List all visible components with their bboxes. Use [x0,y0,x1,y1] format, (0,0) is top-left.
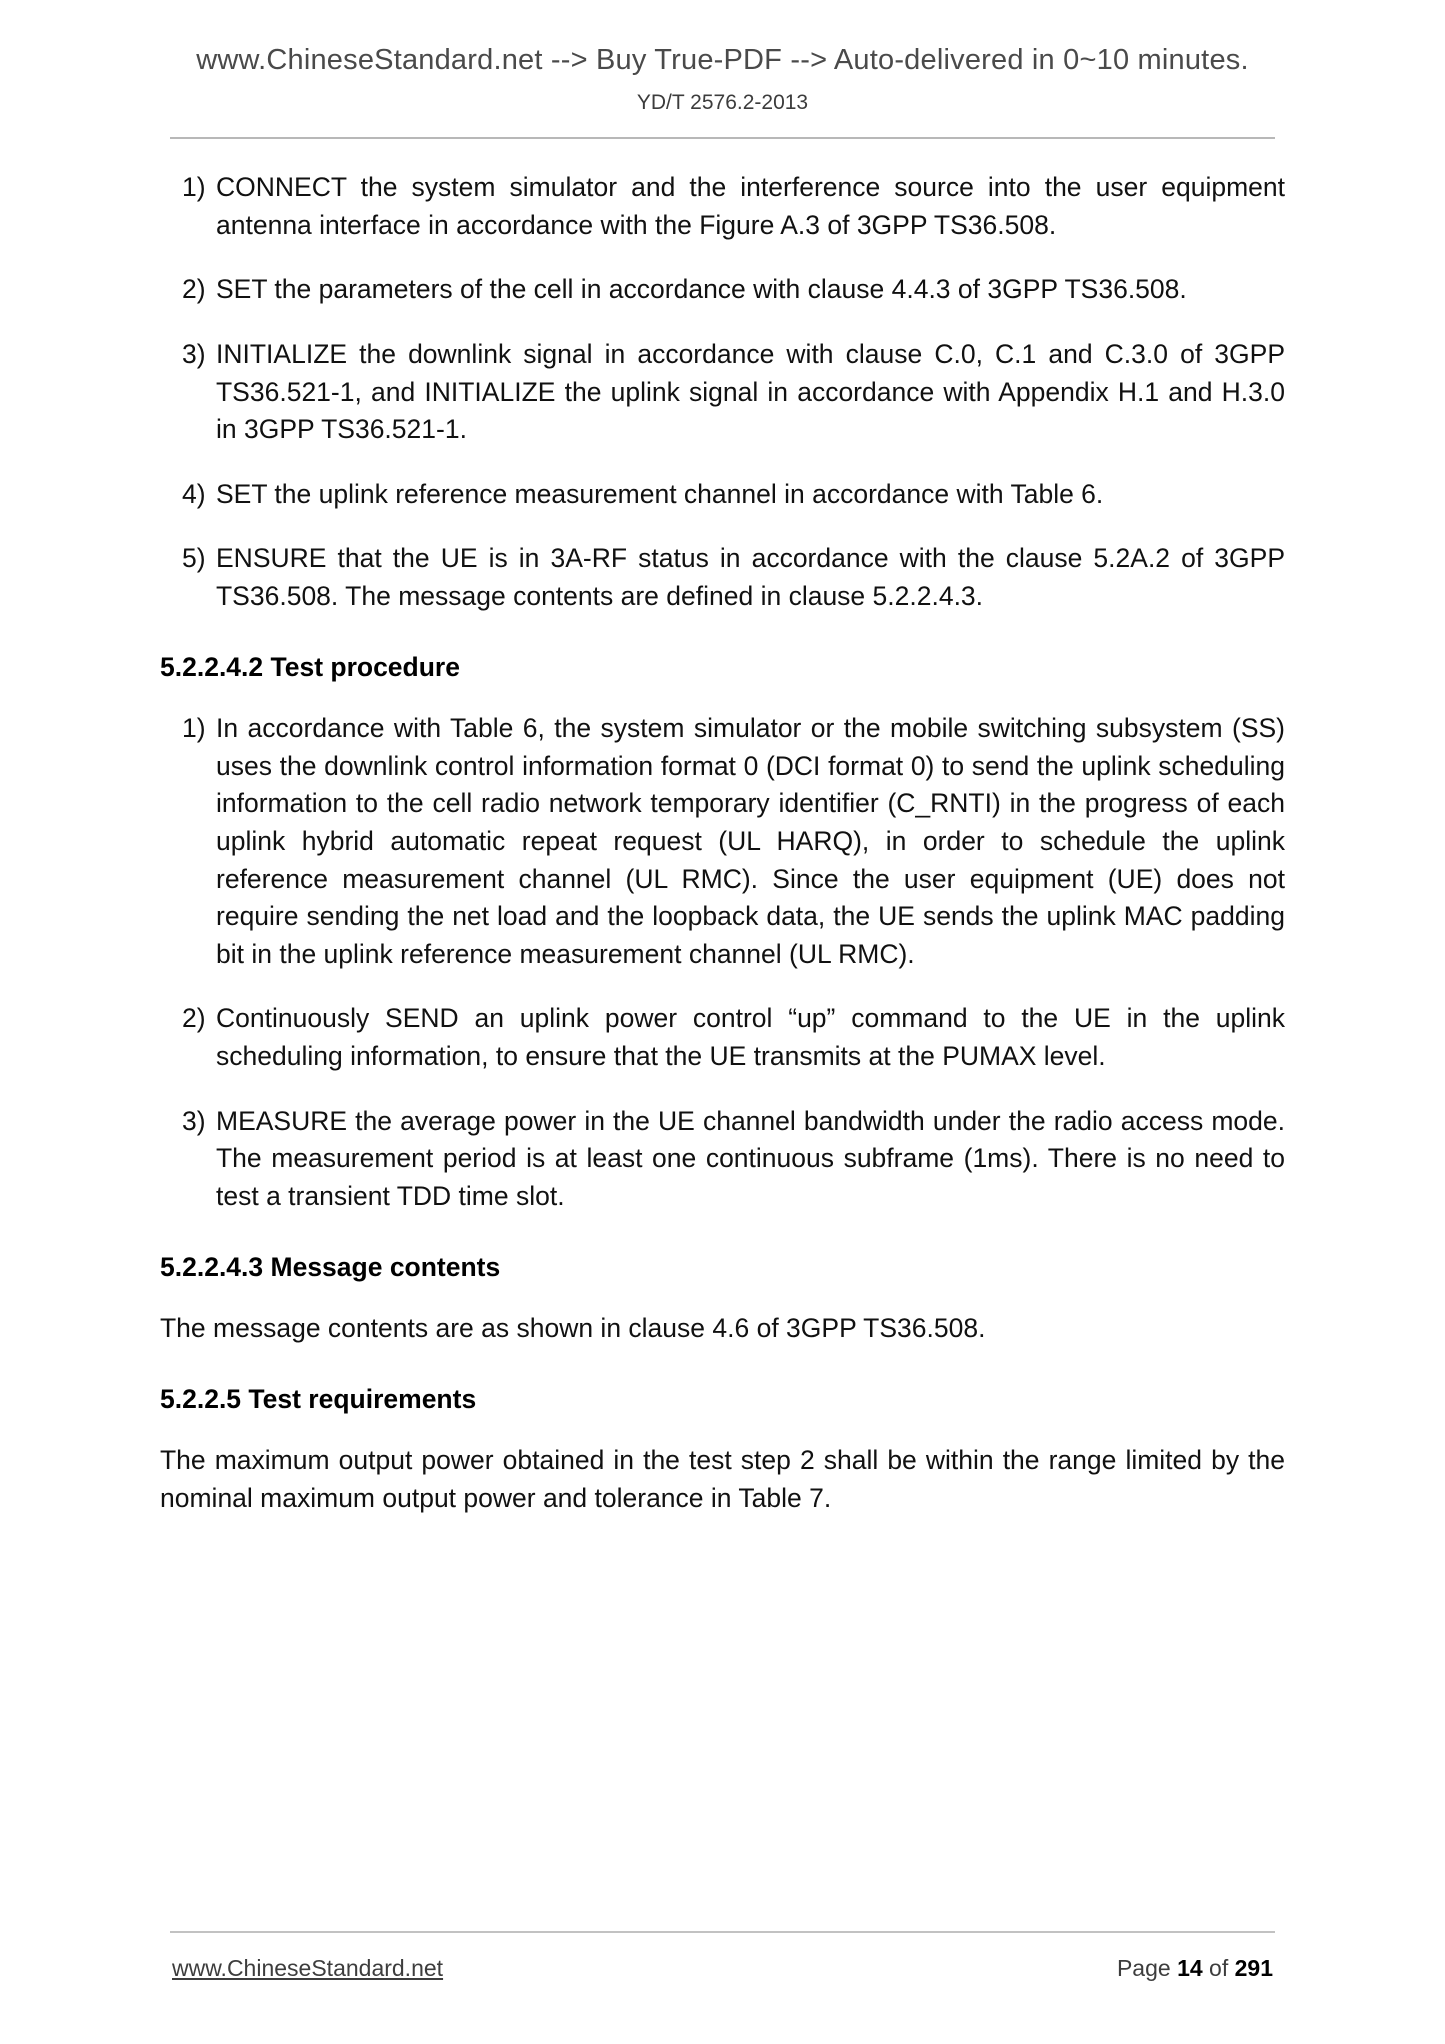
list-item-text: ENSURE that the UE is in 3A-RF status in accordance with the clause 5.2A.2 of 3GPP TS36.508. The message contents are defined in clause 5.2.2.4.3. [216,543,1285,611]
page-footer [150,1931,1295,1982]
footer-page-number: 14 [1177,1955,1203,1981]
footer-page-label: Page [1116,1955,1171,1981]
page-content [150,139,1295,1517]
list-item-text: MEASURE the average power in the UE channel bandwidth under the radio access mode. The measurement period is at least one continuous subframe (1ms). There is no need to test a transient TDD time slot. [216,1105,1285,1211]
list-marker: 1) [182,172,206,202]
list-marker: 5) [182,543,206,574]
list-marker: 2) [182,1003,206,1034]
footer-total-pages: 291 [1234,1955,1273,1981]
list-item [160,336,1285,449]
footer-page-indicator [1117,1955,1273,1982]
initial-conditions-list [160,169,1285,616]
list-item [160,1103,1285,1216]
list-item-text: SET the parameters of the cell in accordance with clause 4.4.3 of 3GPP TS36.508. [216,274,1187,305]
list-item-text: SET the uplink reference measurement channel in accordance with Table 6. [216,478,1104,509]
footer-site-link[interactable]: www.ChineseStandard.net [172,1955,444,1981]
list-item [160,540,1285,615]
list-item-text: Continuously SEND an uplink power control “up” command to the UE in the uplink scheduling information, to ensure that the UE transmits at the PUMAX level. [216,1003,1285,1072]
footer-row [150,1955,1295,1982]
section-heading-test-requirements: 5.2.2.5 Test requirements [160,1383,477,1414]
list-item [160,710,1285,973]
list-marker: 2) [182,274,206,305]
test-procedure-list [160,710,1285,1216]
list-item-text: INITIALIZE the downlink signal in accordance with clause C.0, C.1 and C.3.0 of 3GPP TS36.521-1, and INITIALIZE the uplink signal in accordance with Appendix H.1 and H.3.0 in 3GPP TS36.521-1. [216,338,1285,445]
list-marker: 1) [182,713,206,744]
document-code: YD/T 2576.2-2013 [636,91,809,114]
list-item [160,1000,1285,1075]
watermark-banner: www.ChineseStandard.net --> Buy True-PDF --> Auto-delivered in 0~10 minutes. [196,44,1249,76]
test-requirements-body: The maximum output power obtained in the test step 2 shall be within the range limited by the nominal maximum output power and tolerance in Table 7. [160,1445,1285,1513]
list-item [160,271,1285,309]
section-heading-test-procedure: 5.2.2.4.2 Test procedure [160,651,460,682]
footer-of-label: of [1209,1955,1229,1981]
list-marker: 3) [182,1105,206,1136]
list-item-text: CONNECT the system simulator and the interference source into the user equipment antenna interface in accordance with the Figure A.3 of 3GPP TS36.508. [216,172,1285,240]
list-marker: 3) [182,338,206,369]
list-marker: 4) [182,478,206,509]
section-heading-message-contents: 5.2.2.4.3 Message contents [160,1251,501,1282]
page-header [150,0,1295,139]
list-item [160,169,1285,244]
list-item-text: In accordance with Table 6, the system simulator or the mobile switching subsystem (SS) uses the downlink control information format 0 (DCI format 0) to send the uplink scheduling information to the cell radio network temporary identifier (C_RNTI) in the progress of each uplink hybrid automatic repeat request (UL HARQ), in order to schedule the uplink reference measurement channel (UL RMC). Since the user equipment (UE) does not require sending the net load and the loopback data, the UE sends the uplink MAC padding bit in the uplink reference measurement channel (UL RMC). [216,713,1285,969]
list-item [160,476,1285,514]
message-contents-body: The message contents are as shown in clause 4.6 of 3GPP TS36.508. [160,1313,986,1343]
footer-divider [170,1931,1275,1933]
